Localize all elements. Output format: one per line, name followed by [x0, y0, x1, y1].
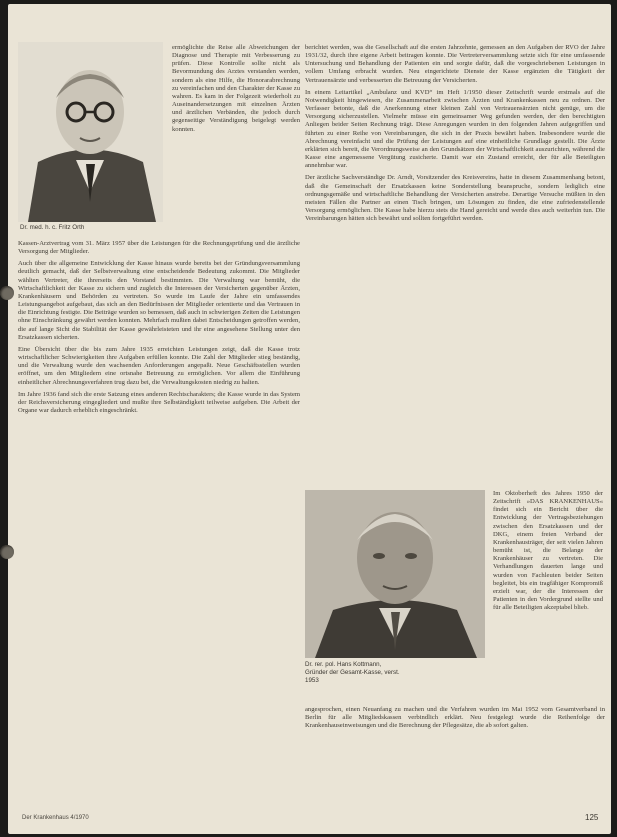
text-column-1-top — [172, 44, 300, 240]
text-column-1 — [18, 240, 300, 815]
text-column-2 — [305, 44, 605, 484]
paragraph: Eine Übersicht über die bis zum Jahre 1935 erreichten Leistungen zeigt, daß die Kasse trotz wirtschaftlicher Schwierigkeiten ihre Aufgaben erfüllen konnte. Die Zahl der Mitglieder stieg beständig, und die Verwaltung wurde den wachsenden Anforderungen angepaßt. Neue Geschäftsstellen wurden eröffnet, um den Mitgliedern eine ortsnahe Betreuung zu ermöglichen. Vor allem die Einführung einheitlicher Abrechnungsverfahren trug dazu bei, die Verwaltungskosten niedrig zu halten. — [18, 345, 300, 386]
paragraph: Der ärztliche Sachverständige Dr. Arndt, Vorsitzender des Kreisvereins, hatte in diesem Zusammenhang betont, daß die Gemeinschaft der Ersatzkassen keine Sonderstellung beanspruche, sondern lediglich eine ordnungsgemäße und wirtschaftliche Behandlung der Versicherten anstrebe. Derartige Versuche müßten in den meisten Fällen die Partner an einen Tisch bringen, um Lösungen zu finden, die eine zufriedenstellende Versorgung ermöglichen. Die Kasse habe hierzu stets die Hand gereicht und werde dies auch weiterhin tun. Die Vereinbarungen hätten sich bewährt und sollten fortgeführt werden. — [305, 174, 605, 223]
portrait-illustration — [305, 490, 485, 658]
text-column-2-side — [493, 490, 603, 705]
paragraph: In einem Leitartikel „Ambulanz und KVD“ im Heft 1/1950 dieser Zeitschrift wurde erstmals auf die Notwendigkeit hingewiesen, die Zusammenarbeit zwischen Ärzten und Krankenkassen neu zu ordnen. Der Verfasser betonte, daß die Anerkennung einer kleinen Zahl von Vertrauensärzten nicht genüge, um die Versorgung sicherzustellen. Vielmehr müsse ein gemeinsamer Weg gefunden werden, der den berechtigten Anliegen beider Seiten Rechnung trägt. Diese Anregungen wurden in den folgenden Jahren aufgegriffen und führten zu einer Reihe von Vereinbarungen, die sich in der Praxis bewährt haben. Insbesondere wurde die Abrechnung vereinfacht und die Prüfung der Leistungen auf eine einheitliche Grundlage gestellt. Die Ärzte erklärten sich bereit, die Verordnungsweise an den Grundsätzen der Wirtschaftlichkeit auszurichten, während die Kasse eine angemessene Vergütung zusicherte. Damit war ein Zustand erreicht, der für alle Beteiligten annehmbar war. — [305, 88, 605, 170]
portrait-illustration — [18, 42, 163, 222]
caption-photo-2: Dr. rer. pol. Hans Kottmann, Gründer der Gesamt-Kasse, verst. 1953 — [305, 661, 400, 684]
paragraph: ermöglichte die Reise alle Abweichungen der Diagnose und Therapie mit Verbesserung zu prüfen. Diese Kontrolle sollte nicht als Bevormundung des Arztes verstanden werden, sondern als eine Hilfe, die Honorarabrechnung zu vereinfachen und den Charakter der Kasse zu wahren. Es kam in der Folgezeit wiederholt zu Auseinandersetzungen mit einzelnen Ärzten und ärztlichen Verbänden, die jedoch durch gegenseitige Verständigung beigelegt werden konnten. — [172, 44, 300, 133]
paragraph: Im Jahre 1936 fand sich die erste Satzung eines anderen Rechtscharakters; die Kasse wurde in das System der Reichsversicherung eingegliedert und mußte ihre Selbständigkeit teilweise aufgeben. Die Arbeit der Organe war dadurch erheblich eingeschränkt. — [18, 390, 300, 414]
footer-publication: Der Krankenhaus 4/1970 — [22, 815, 89, 821]
paragraph: Auch über die allgemeine Entwicklung der Kasse hinaus wurde bereits bei der Gründungsversammlung deutlich gemacht, daß der Selbstverwaltung eine entscheidende Bedeutung zukommt. Die Mitglieder wählten Vertreter, die ihrerseits den Vorstand bestimmten. Die Verwaltung war bemüht, die Wirtschaftlichkeit der Kasse zu sichern und zugleich die Interessen der Versicherten gegenüber Ärzten, Krankenhäusern und Behörden zu vertreten. So wurde im Laufe der Jahre ein umfassendes Leistungsangebot aufgebaut, das sich an den Bedürfnissen der Mitglieder orientierte und das Vertrauen in die Einrichtung festigte. Die Beiträge wurden so bemessen, daß auch in schwierigen Zeiten die Leistungen ohne Einschränkung gewährt werden konnten. Mehrfach mußten dabei Entscheidungen getroffen werden, die auf lange Sicht die Stabilität der Kasse gewährleisteten und ihr eine angesehene Stellung unter den Ersatzkassen sicherten. — [18, 260, 300, 341]
portrait-photo-orth — [18, 42, 163, 222]
binder-hole-bottom — [0, 545, 14, 559]
paragraph: berichtet werden, was die Gesellschaft auf die ersten Jahrzehnte, gemessen an den Aufgaben der RVO der Jahre 1931/32, durch ihre eigene Arbeit beitragen konnte. Die Vertreterversammlung setzte sich für eine umfassende Untersuchung und Behandlung der Patienten ein und sorgte dafür, daß die vorgeschriebenen Leistungen in vollem Umfang erbracht wurden. Neu eingerichtete Dienste der Kasse ergänzten die Tätigkeit der Vertrauensärzte und verbesserten die Betreuung der Versicherten. — [305, 44, 605, 84]
paragraph: angesprochen, einen Neuanfang zu machen und die Verfahren wurden im Mai 1952 vom Gesamtverband in Berlin für alle Mitgliedskassen verbindlich erklärt. Neu festgelegt wurde die Reihenfolge der Krankenhauseinweisungen und die Berechnung der Pflegesätze, die ab sofort galten. — [305, 706, 605, 730]
text-column-2-bottom — [305, 706, 605, 816]
caption-photo-1: Dr. med. h. c. Fritz Orth — [20, 224, 85, 231]
binder-hole-top — [0, 286, 14, 300]
paragraph: Im Oktoberheft des Jahres 1950 der Zeitschrift »DAS KRANKENHAUS« findet sich ein Bericht über die Entwicklung der Vertragsbeziehungen zwischen den Ersatzkassen und der DKG, einem freien Verband der Krankenhausträger, der seit vielen Jahren bemüht ist, die Belange der Krankenhäuser zu vertreten. Die Verhandlungen dauerten lange und wurden von Fachleuten beider Seiten begleitet, bis ein tragfähiger Kompromiß erzielt war, der die Interessen der Patienten in den Vordergrund stellte und für alle Beteiligten akzeptabel blieb. — [493, 490, 603, 612]
page-number: 125 — [585, 813, 599, 822]
paragraph: Kassen-Arztvertrag vom 31. März 1957 über die Leistungen für die Rechnungsprüfung und die ärztliche Versorgung der Mitglieder. — [18, 240, 300, 256]
portrait-photo-kottmann — [305, 490, 485, 658]
